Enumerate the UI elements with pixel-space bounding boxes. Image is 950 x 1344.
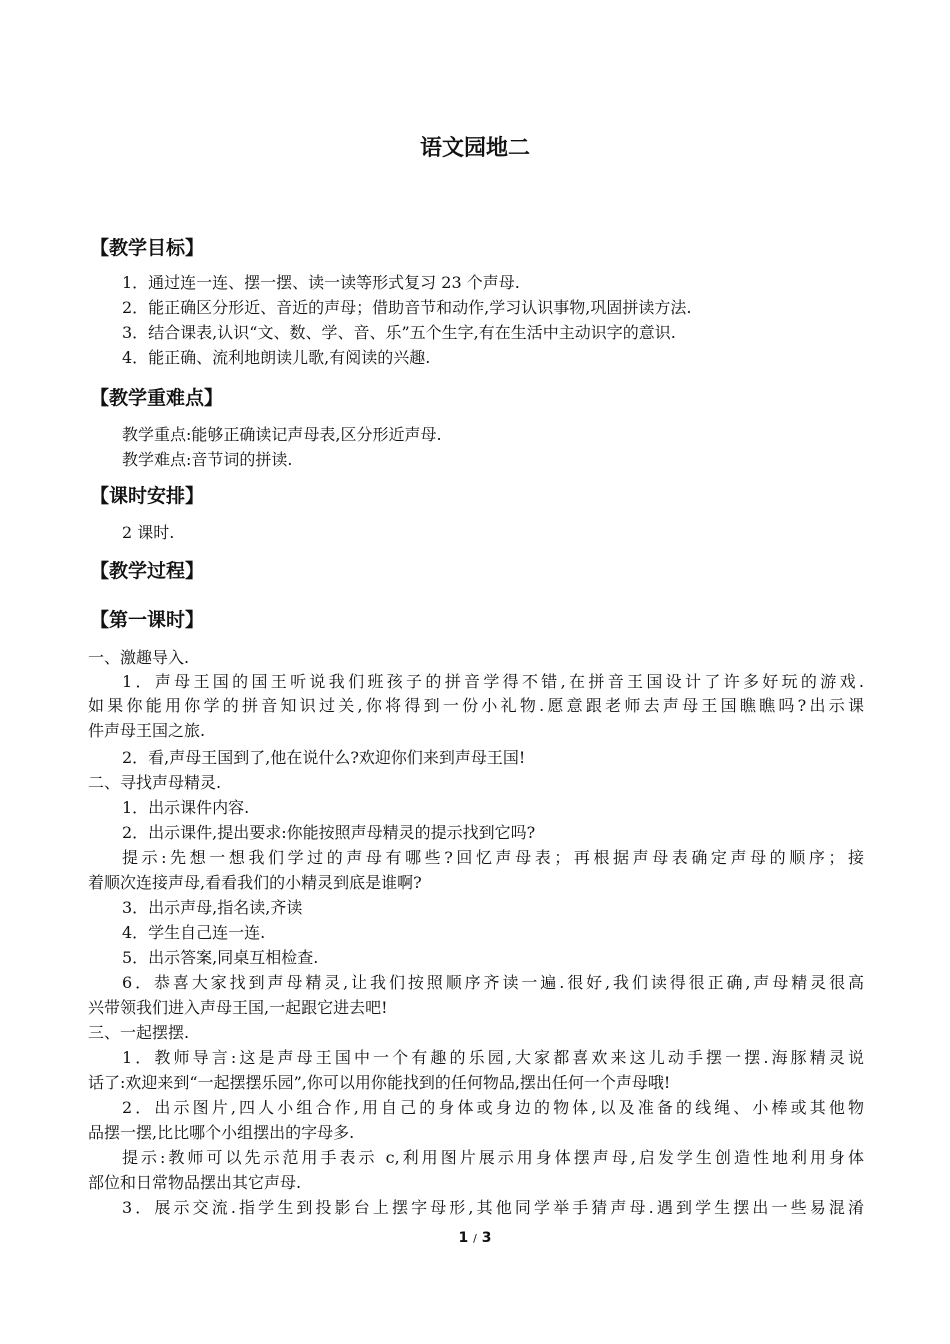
body-line: 3．展示交流.指学生到投影台上摆字母形,其他同学举手猜声母.遇到学生摆出一些易混淆 xyxy=(122,1198,864,1217)
body-line: 部位和日常物品摆出其它声母. xyxy=(88,1173,302,1192)
body-line: 如果你能用你学的拼音知识过关,你将得到一份小礼物.愿意跟老师去声母王国瞧瞧吗?出示课 xyxy=(88,696,864,715)
body-line: 2．出示课件,提出要求:你能按照声母精灵的提示找到它吗? xyxy=(122,823,536,842)
goal-item: 2．能正确区分形近、音近的声母；借助音节和动作,学习认识事物,巩固拼读方法. xyxy=(122,298,692,317)
section-heading-process: 【教学过程】 xyxy=(90,560,205,582)
body-line: 着顺次连接声母,看看我们的小精灵到底是谁啊? xyxy=(88,873,422,892)
page-current: 1 xyxy=(458,1230,469,1246)
body-line: 一、激趣导入. xyxy=(88,648,190,667)
body-line: 1．教师导言:这是声母王国中一个有趣的乐园,大家都喜欢来这儿动手摆一摆.海豚精灵说 xyxy=(122,1048,864,1067)
section-heading-key-points: 【教学重难点】 xyxy=(90,387,224,409)
body-line: 二、寻找声母精灵. xyxy=(88,773,222,792)
body-line: 3．出示声母,指名读,齐读 xyxy=(122,898,303,917)
body-line: 提示:教师可以先示范用手表示 c,利用图片展示用身体摆声母,启发学生创造性地利用身体 xyxy=(122,1148,864,1167)
page-number xyxy=(0,1228,950,1249)
section-heading-schedule: 【课时安排】 xyxy=(90,485,205,507)
body-line: 2．看,声母王国到了,他在说什么?欢迎你们来到声母王国! xyxy=(122,748,526,767)
page-separator: / xyxy=(473,1232,477,1245)
goal-item: 4．能正确、流利地朗读儿歌,有阅读的兴趣. xyxy=(122,348,431,367)
body-line: 件声母王国之旅. xyxy=(88,721,206,740)
body-line: 话了:欢迎来到“一起摆摆乐园”,你可以用你能找到的任何物品,摆出任何一个声母哦! xyxy=(88,1073,671,1092)
body-line: 1．出示课件内容. xyxy=(122,798,250,817)
page-total: 3 xyxy=(481,1230,492,1246)
section-heading-goals: 【教学目标】 xyxy=(90,237,205,259)
body-line: 2．出示图片,四人小组合作,用自己的身体或身边的物体,以及准备的线绳、小棒或其他物 xyxy=(122,1098,864,1117)
body-line: 1．声母王国的国王听说我们班孩子的拼音学得不错,在拼音王国设计了许多好玩的游戏. xyxy=(122,672,864,691)
body-line: 三、一起摆摆. xyxy=(88,1023,190,1042)
body-line: 4．学生自己连一连. xyxy=(122,923,266,942)
page-title: 语文园地二 xyxy=(419,136,530,161)
body-line: 6．恭喜大家找到声母精灵,让我们按照顺序齐读一遍.很好,我们读得很正确,声母精灵很高 xyxy=(122,973,864,992)
goal-item: 1．通过连一连、摆一摆、读一读等形式复习 23 个声母. xyxy=(122,273,520,292)
goal-item: 3．结合课表,认识“文、数、学、音、乐”五个生字,有在生活中主动识字的意识. xyxy=(122,323,676,342)
section-heading-lesson1: 【第一课时】 xyxy=(90,609,205,631)
key-point-item: 教学难点:音节词的拼读. xyxy=(122,450,293,469)
body-line: 5．出示答案,同桌互相检查. xyxy=(122,948,319,967)
body-line: 提示:先想一想我们学过的声母有哪些?回忆声母表；再根据声母表确定声母的顺序；接 xyxy=(122,848,864,867)
body-line: 兴带领我们进入声母王国,一起跟它进去吧! xyxy=(88,998,388,1017)
schedule-text: 2 课时. xyxy=(122,523,175,542)
body-line: 品摆一摆,比比哪个小组摆出的字母多. xyxy=(88,1123,355,1142)
key-point-item: 教学重点:能够正确读记声母表,区分形近声母. xyxy=(122,425,442,444)
